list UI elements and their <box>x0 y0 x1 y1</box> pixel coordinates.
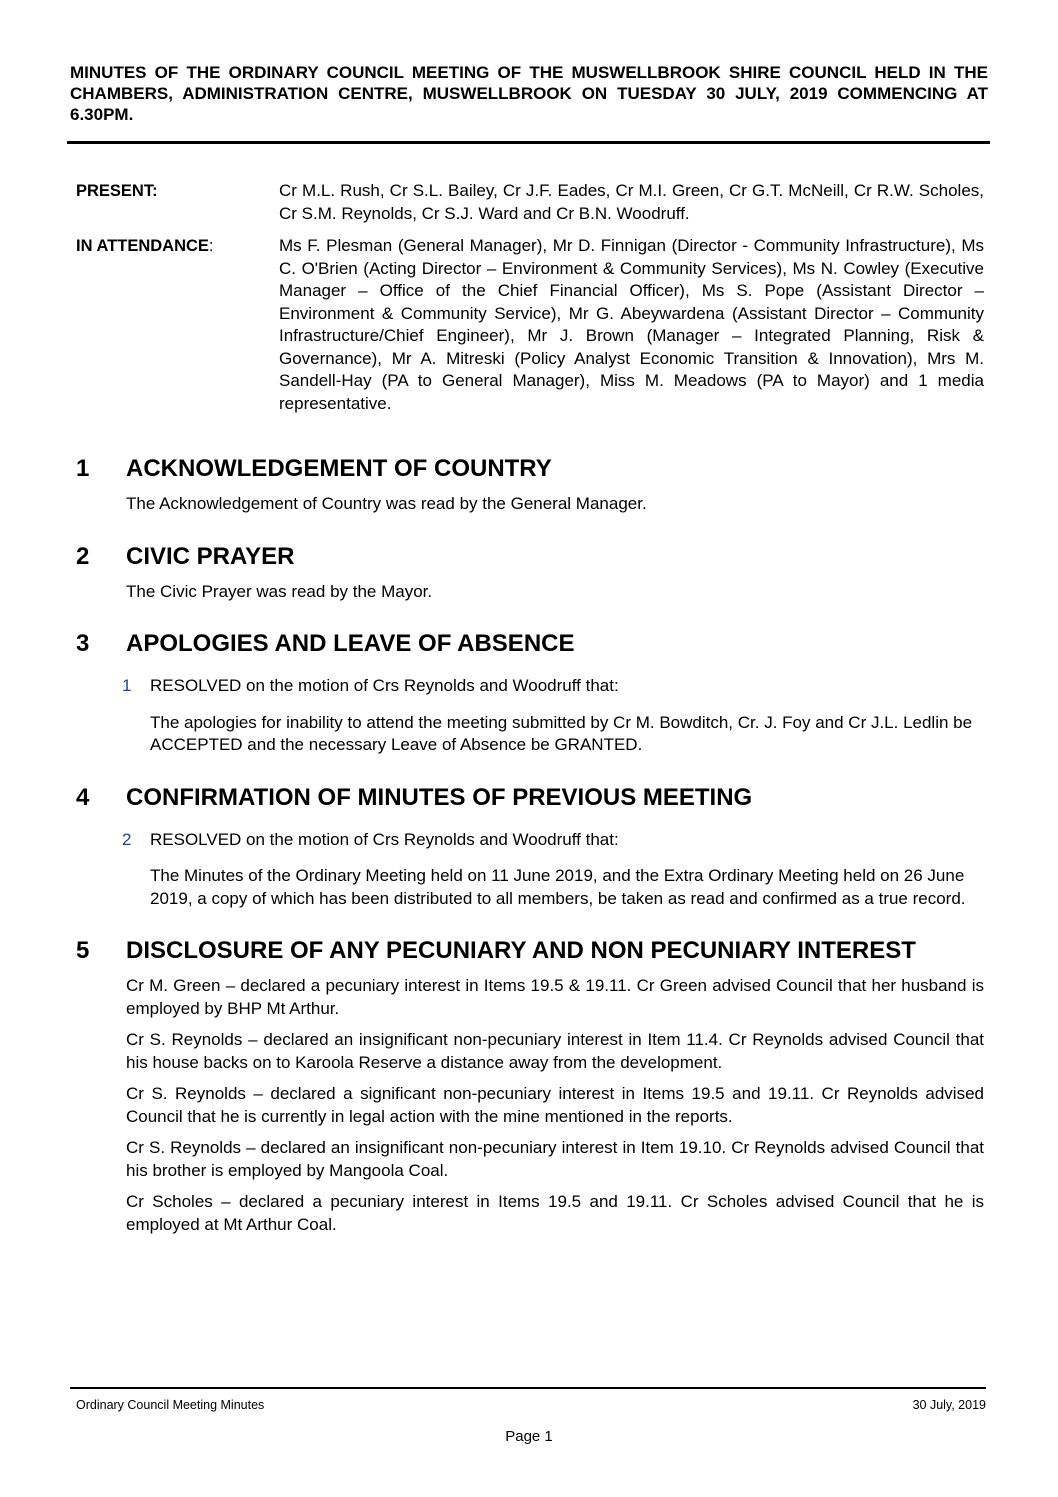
resolution-number: 2 <box>122 829 132 849</box>
in-attendance-colon: : <box>208 237 214 255</box>
resolution-intro: RESOLVED on the motion of Crs Reynolds and Woodruff that: <box>150 829 619 849</box>
resolution-text: The Minutes of the Ordinary Meeting held on 11 June 2019, and the Extra Ordinary Meeting held on 26 June 2019, a copy of which has been distributed to all members, be taken as read and confirmed as a true record. <box>150 866 966 908</box>
resolution-line <box>122 675 984 698</box>
resolution-block <box>122 829 984 911</box>
in-attendance-row <box>76 235 984 415</box>
section-number: 5 <box>76 937 90 964</box>
paragraph: Cr M. Green – declared a pecuniary interest in Items 19.5 & 19.11. Cr Green advised Council that her husband is employed by BHP Mt Arthur. <box>126 976 984 1018</box>
page-title: MINUTES OF THE ORDINARY COUNCIL MEETING OF THE MUSWELLBROOK SHIRE COUNCIL HELD IN THE CHAMBERS, ADMINISTRATION CENTRE, MUSWELLBROOK ON TUESDAY 30 JULY, 2019 COMMENCING AT 6.30PM. <box>70 63 988 124</box>
footer-date: 30 July, 2019 <box>912 1398 986 1412</box>
section-heading <box>76 629 984 659</box>
section-apologies <box>76 629 984 757</box>
section-title: CONFIRMATION OF MINUTES OF PREVIOUS MEETING <box>126 783 753 811</box>
section-confirmation-of-minutes <box>76 783 984 911</box>
section-acknowledgement <box>76 454 984 516</box>
resolution-block <box>122 675 984 757</box>
minutes-content <box>76 454 984 1236</box>
section-body <box>126 975 984 1236</box>
in-attendance-text: Ms F. Plesman (General Manager), Mr D. Finnigan (Director - Community Infrastructure), Ms C. O'Brien (Acting Director – Environment & Community Services), Ms N. Cowley (Executive Manager – Office of the Chief Financial Officer), Ms S. Pope (Assistant Director – Environment & Community Service), Mr G. Abeywardena (Assistant Director – Community Infrastructure/Chief Engineer), Mr J. Brown (Manager – Integrated Planning, Risk & Governance), Mr A. Mitreski (Policy Analyst Economic Transition & Innovation), Mrs M. Sandell-Hay (PA to General Manager), Miss M. Meadows (PA to Mayor) and 1 media representative. <box>279 236 984 413</box>
section-civic-prayer <box>76 542 984 604</box>
section-body <box>126 493 984 516</box>
footer-document-title: Ordinary Council Meeting Minutes <box>76 1398 265 1412</box>
paragraph: The Civic Prayer was read by the Mayor. <box>126 581 433 601</box>
section-title: ACKNOWLEDGEMENT OF COUNTRY <box>126 455 552 482</box>
attendance-block <box>76 180 984 425</box>
section-body <box>126 581 984 604</box>
section-title: APOLOGIES AND LEAVE OF ABSENCE <box>126 630 575 657</box>
title-divider <box>67 141 990 144</box>
paragraph: Cr Scholes – declared a pecuniary interest in Items 19.5 and 19.11. Cr Scholes advised Council that he is employed at Mt Arthur Coal. <box>126 1192 984 1234</box>
paragraph: Cr S. Reynolds – declared an insignificant non-pecuniary interest in Item 11.4. Cr Reynolds advised Council that his house backs on to Karoola Reserve a distance away from the development. <box>126 1030 984 1072</box>
section-title: DISCLOSURE OF ANY PECUNIARY AND NON PECUNIARY INTEREST <box>126 937 916 964</box>
section-heading <box>76 454 984 484</box>
section-number: 1 <box>76 455 90 482</box>
present-label: PRESENT: <box>76 182 158 200</box>
section-number: 3 <box>76 630 90 657</box>
resolution-line <box>122 829 984 852</box>
section-heading <box>76 783 984 813</box>
paragraph: Cr S. Reynolds – declared an insignificant non-pecuniary interest in Item 19.10. Cr Reynolds advised Council that his brother is employed by Mangoola Coal. <box>126 1138 984 1180</box>
in-attendance-label <box>76 235 279 415</box>
section-number: 4 <box>76 783 90 811</box>
section-number: 2 <box>76 542 90 570</box>
paragraph: Cr S. Reynolds – declared a significant non-pecuniary interest in Items 19.5 and 19.11. Cr Reynolds advised Council that he is currently in legal action with the mine mentioned in the reports. <box>126 1084 984 1126</box>
resolution-intro: RESOLVED on the motion of Crs Reynolds and Woodruff that: <box>150 676 619 695</box>
section-title: CIVIC PRAYER <box>126 542 295 570</box>
section-disclosure-of-interest <box>76 936 984 1236</box>
resolution-text: The apologies for inability to attend the meeting submitted by Cr M. Bowditch, Cr. J. Foy and Cr J.L. Ledlin be ACCEPTED and the necessary Leave of Absence be GRANTED. <box>150 712 973 754</box>
section-heading <box>76 542 984 572</box>
in-attendance-label-text: IN ATTENDANCE <box>76 237 209 255</box>
present-row <box>76 180 984 225</box>
resolution-number: 1 <box>122 676 132 695</box>
paragraph: The Acknowledgement of Country was read by the General Manager. <box>126 494 647 513</box>
section-heading <box>76 936 984 966</box>
page-number: Page 1 <box>505 1428 553 1445</box>
footer-divider <box>70 1387 986 1389</box>
present-text: Cr M.L. Rush, Cr S.L. Bailey, Cr J.F. Eades, Cr M.I. Green, Cr G.T. McNeill, Cr R.W. Scholes, Cr S.M. Reynolds, Cr S.J. Ward and Cr B.N. Woodruff. <box>279 181 984 223</box>
